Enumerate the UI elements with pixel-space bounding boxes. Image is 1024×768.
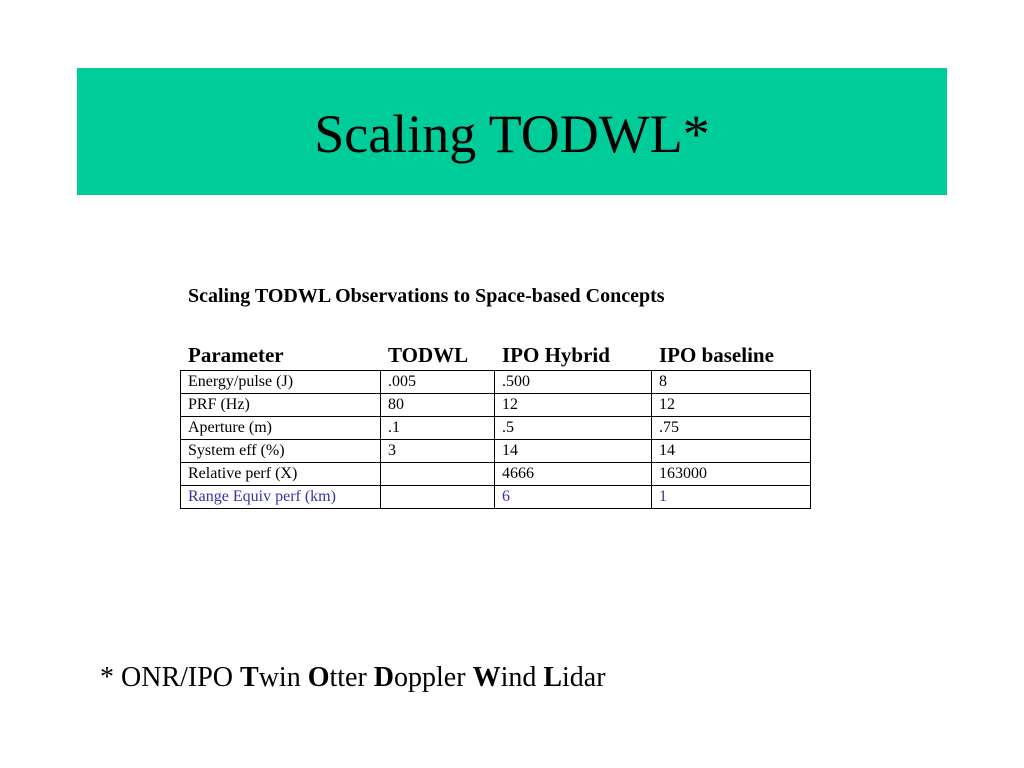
footnote-word-rest: idar [562,662,606,693]
table-cell: .500 [495,371,652,394]
table-cell: .005 [381,371,495,394]
table-cell: Aperture (m) [181,417,381,440]
table-row [181,371,811,394]
table-cell: PRF (Hz) [181,394,381,417]
footnote-bold-letter: T [240,662,259,693]
footnote-bold-letter: L [543,662,563,693]
footnote-word-rest: win [258,662,308,693]
data-table [180,370,811,509]
table-cell: System eff (%) [181,440,381,463]
footnote-bold-letter: W [472,662,501,693]
footnote-prefix: * ONR/IPO [100,662,241,693]
table-row [181,417,811,440]
table-cell: .75 [652,417,811,440]
header-parameter: Parameter [188,343,284,367]
table-cell: 14 [495,440,652,463]
footnote-bold-letter: D [373,662,395,693]
table-cell: Energy/pulse (J) [181,371,381,394]
footnote-word-rest: tter [329,662,374,693]
footnote [100,662,606,694]
table-cell: 8 [652,371,811,394]
header-ipo-hybrid: IPO Hybrid [502,343,610,367]
header-ipo-baseline: IPO baseline [659,343,774,367]
table-cell: 12 [495,394,652,417]
table-cell: Relative perf (X) [181,463,381,486]
title-banner [77,68,947,195]
table-cell: 3 [381,440,495,463]
table-cell: 80 [381,394,495,417]
table-cell: 14 [652,440,811,463]
table-cell [381,486,495,509]
table-header-row [180,343,809,371]
table-row [181,440,811,463]
table-cell: 1 [652,486,811,509]
footnote-word-rest: oppler [394,662,473,693]
footnote-bold-letter: O [307,662,330,693]
table-cell: .1 [381,417,495,440]
table-cell [381,463,495,486]
table-row [181,394,811,417]
table-cell: 12 [652,394,811,417]
table-cell: Range Equiv perf (km) [181,486,381,509]
table-cell: 4666 [495,463,652,486]
table-cell: 163000 [652,463,811,486]
table-cell: .5 [495,417,652,440]
footnote-word-rest: ind [500,662,544,693]
table-caption: Scaling TODWL Observations to Space-based Concepts [188,285,665,307]
slide-title: Scaling TODWL* [314,103,710,164]
table-row-highlighted [181,486,811,509]
table-cell: 6 [495,486,652,509]
table-row [181,463,811,486]
header-todwl: TODWL [388,343,469,367]
